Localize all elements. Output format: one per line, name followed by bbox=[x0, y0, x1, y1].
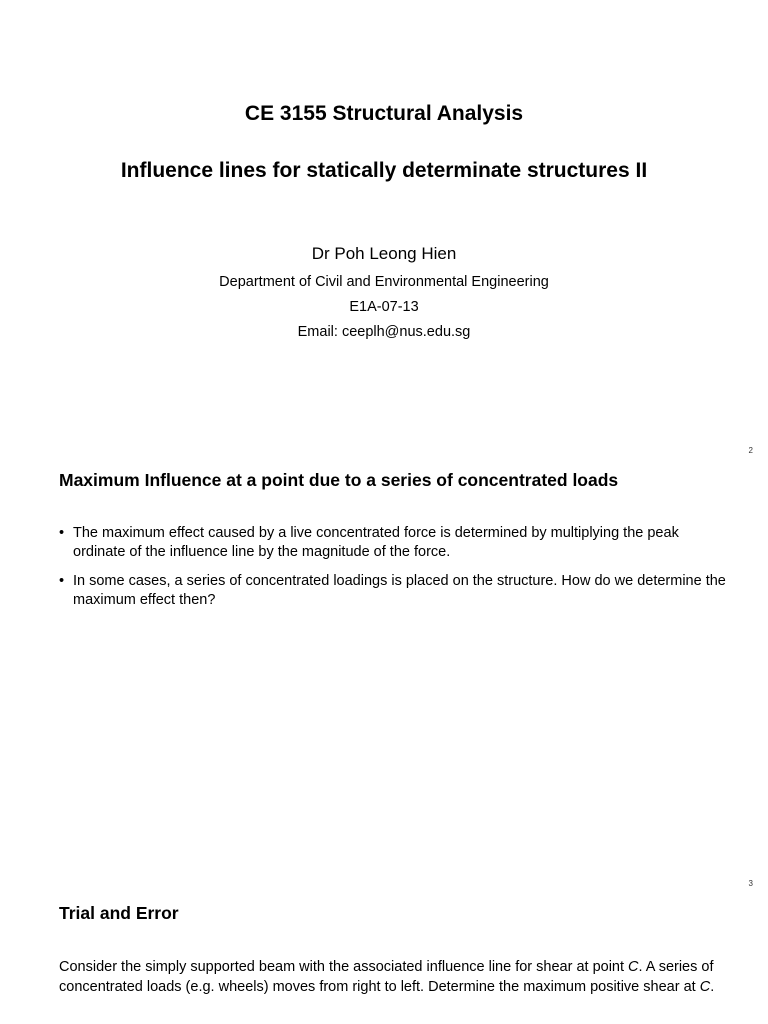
paragraph-text: . A series of concentrated loads (e.g. wheels) moves from right to left. Determine the maximum positive shear at bbox=[59, 959, 714, 995]
point-label: C bbox=[699, 978, 711, 995]
course-title: CE 3155 Structural Analysis bbox=[244, 102, 524, 125]
bullet-icon: • bbox=[59, 525, 65, 541]
page-number: 2 bbox=[748, 446, 753, 455]
slide-heading: Trial and Error bbox=[59, 903, 179, 923]
bullet-item bbox=[59, 524, 729, 562]
title-slide bbox=[0, 0, 768, 440]
page-number: 3 bbox=[748, 879, 753, 888]
author-name: Dr Poh Leong Hien bbox=[311, 244, 457, 263]
bullet-item bbox=[59, 572, 729, 610]
office-room: E1A-07-13 bbox=[349, 299, 419, 315]
email-address: Email: ceeplh@nus.edu.sg bbox=[297, 324, 471, 340]
paragraph-text: . bbox=[710, 978, 715, 995]
paragraph-text: Consider the simply supported beam with the associated influence line for shear at point bbox=[59, 959, 629, 975]
bullet-text: The maximum effect caused by a live concentrated force is determined by multiplying the peak ordinate of the influence line by the magnitude of the force. bbox=[73, 525, 679, 560]
slide-heading: Maximum Influence at a point due to a series of concentrated loads bbox=[59, 470, 619, 490]
bullet-icon: • bbox=[59, 573, 65, 589]
bullet-text: In some cases, a series of concentrated loadings is placed on the structure. How do we determine the maximum effect then? bbox=[73, 573, 726, 608]
department: Department of Civil and Environmental Engineering bbox=[219, 274, 549, 290]
lecture-title: Influence lines for statically determinate structures II bbox=[120, 159, 648, 182]
bullet-list bbox=[59, 524, 729, 620]
body-paragraph bbox=[59, 958, 729, 997]
point-label: C bbox=[628, 959, 639, 975]
